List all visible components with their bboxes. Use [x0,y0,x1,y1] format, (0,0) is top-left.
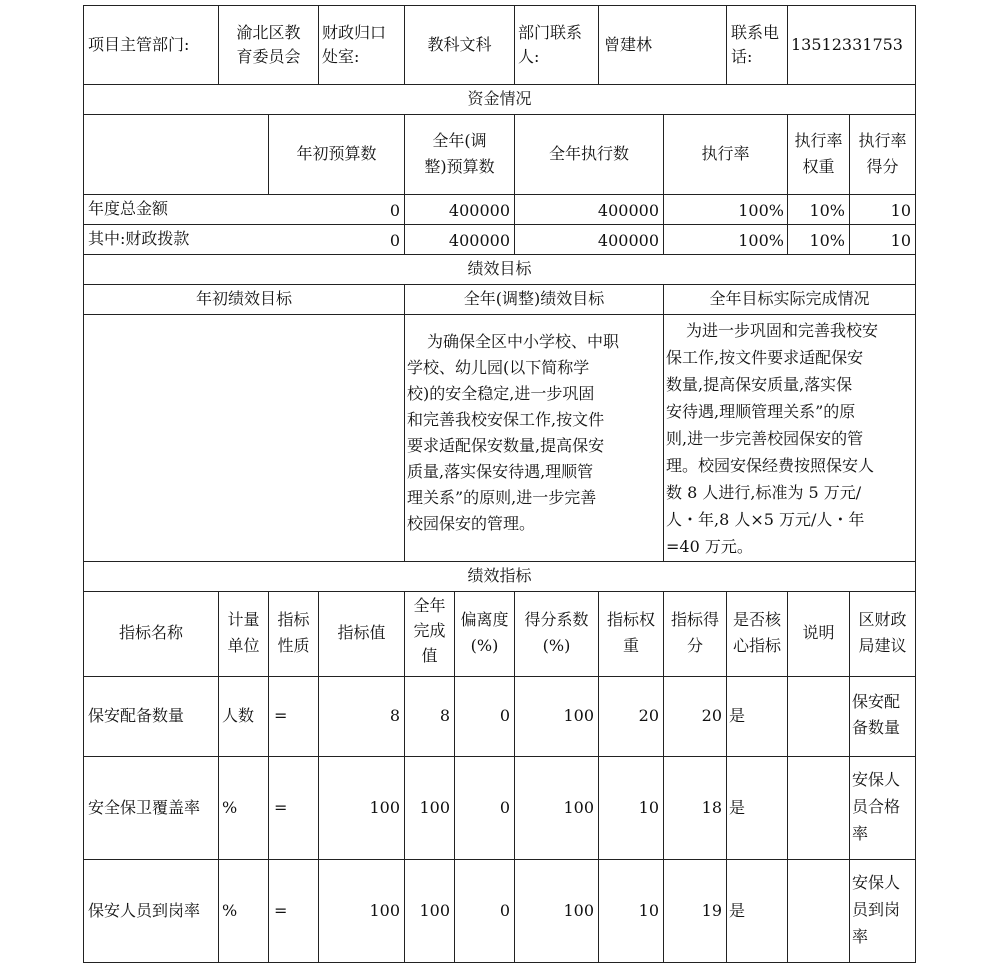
funds-row-score: 10 [890,201,911,220]
funds-row-initial: 0 [389,231,400,250]
funds-row-label: 其中:财政拨款 [88,229,190,248]
rule [787,591,788,963]
indicator-coefficient: 100 [563,901,594,920]
text-line: 人・年,8 人×5 万元/人・年 [666,510,865,529]
rule [318,5,319,85]
indicator-score: 20 [701,706,722,725]
col-unit: 计量 [227,610,260,629]
section-title-indicators: 绩效指标 [467,566,532,585]
indicator-core: 是 [729,706,746,725]
text-line: 为进一步巩固和完善我校安 [686,321,879,340]
rule [83,5,916,6]
indicator-done: 8 [439,706,450,725]
indicator-coefficient: 100 [563,798,594,817]
col-advice: 区财政 [858,610,907,629]
phone-value: 13512331753 [791,35,903,54]
actual-goal-text [666,317,914,560]
rule [83,314,916,315]
rule [83,5,84,963]
indicator-core: 是 [729,901,746,920]
rule [514,5,515,85]
indicator-target: 8 [389,706,400,725]
col-rate-score: 得分 [866,157,899,176]
col-unit: 单位 [227,636,260,655]
indicator-advice: 安保人 [852,770,901,789]
rule [83,254,916,255]
text-line: 校园保安的管理。 [407,514,536,533]
indicator-deviation: 0 [499,901,510,920]
col-exec-rate: 执行率 [701,144,750,163]
rule [83,84,916,85]
indicator-weight: 10 [638,798,659,817]
col-advice: 局建议 [858,636,907,655]
finance-office-value: 教科文科 [427,35,492,54]
col-adjusted-goal: 全年(调整)绩效目标 [463,289,605,308]
text-line: 理。校园安保经费按照保安人 [666,456,875,475]
col-rate-score: 执行率 [858,131,907,150]
col-initial-budget: 年初预算数 [296,144,377,163]
col-weight: 指标权 [606,610,655,629]
funds-row-score: 10 [890,231,911,250]
indicator-name: 保安人员到岗率 [88,901,201,920]
col-nature: 指标 [277,610,310,629]
indicator-target: 100 [369,798,400,817]
phone-label: 联系电 [731,23,780,42]
text-line: 要求适配保安数量,提高保安 [407,436,605,455]
text-line: 理关系”的原则,进一步完善 [407,488,597,507]
col-done: 完成 [413,621,446,640]
indicator-unit: % [222,901,238,920]
indicator-deviation: 0 [499,706,510,725]
rule [915,5,916,963]
text-line: =40 万元。 [666,537,753,556]
indicator-done: 100 [419,798,450,817]
funds-row-label: 年度总金额 [88,199,169,218]
indicator-deviation: 0 [499,798,510,817]
col-executed: 全年执行数 [548,144,629,163]
text-line: 则,进一步完善校园保安的管 [666,429,864,448]
rule [83,561,916,562]
dept-label: 项目主管部门: [88,35,190,54]
col-coefficient: (%) [542,636,571,655]
text-line: 学校、幼儿园(以下简称学 [407,358,590,377]
indicator-advice: 员合格 [852,797,901,816]
text-line: 为确保全区中小学校、中职 [427,332,620,351]
col-initial-goal: 年初绩效目标 [195,289,292,308]
col-score: 分 [686,636,703,655]
indicator-advice: 员到岗 [852,900,901,919]
indicator-weight: 20 [638,706,659,725]
rule [787,5,788,85]
rule [83,114,916,115]
contact-label: 部门联系 [518,23,583,42]
rule [83,859,916,860]
indicator-core: 是 [729,798,746,817]
finance-office-label: 财政归口 [322,23,387,42]
text-line: 保工作,按文件要求适配保安 [666,348,864,367]
text-line: 和完善我校安保工作,按文件 [407,410,605,429]
col-core: 是否核 [732,610,781,629]
funds-row-rate: 100% [738,231,784,250]
rule [83,756,916,757]
text-line: 数量,提高保安质量,落实保 [666,375,853,394]
indicator-advice: 保安配 [852,692,901,711]
rule [598,5,599,85]
contact-value: 曾建林 [604,35,653,54]
indicator-advice: 率 [852,824,869,843]
col-done: 全年 [413,596,446,615]
funds-row-adjusted: 400000 [448,201,510,220]
funds-row-initial: 0 [389,201,400,220]
col-score: 指标得 [670,610,719,629]
rule [83,194,916,195]
contact-label: 人: [518,47,540,66]
col-note: 说明 [802,623,835,642]
indicator-target: 100 [369,901,400,920]
col-nature: 性质 [277,636,310,655]
indicator-unit: 人数 [222,706,255,725]
indicator-score: 18 [701,798,722,817]
col-adjusted-budget: 全年(调 [432,131,487,150]
rule [404,284,405,562]
rule [83,284,916,285]
rule [218,5,219,85]
section-title-funds: 资金情况 [467,89,532,108]
rule [726,5,727,85]
col-core: 心指标 [732,636,781,655]
rule [83,962,916,963]
section-title-goals: 绩效目标 [467,259,532,278]
indicator-advice: 安保人 [852,873,901,892]
indicator-nature: = [274,798,288,817]
text-line: 质量,落实保安待遇,理顺管 [407,462,594,481]
phone-label: 话: [731,47,753,66]
indicator-advice: 率 [852,927,869,946]
indicator-coefficient: 100 [563,706,594,725]
funds-row-rate: 100% [738,201,784,220]
rule [83,224,916,225]
dept-value: 渝北区教 [236,23,301,42]
col-rate-weight: 权重 [802,157,835,176]
indicator-nature: = [274,706,288,725]
funds-row-executed: 400000 [597,201,659,220]
indicator-name: 安全保卫覆盖率 [88,798,201,817]
finance-office-label: 处室: [322,47,360,66]
rule [83,676,916,677]
dept-value: 育委员会 [236,47,301,66]
rule [663,284,664,562]
indicator-advice: 备数量 [852,718,901,737]
col-adjusted-budget: 整)预算数 [424,157,495,176]
col-deviation: (%) [470,636,499,655]
indicator-weight: 10 [638,901,659,920]
col-coefficient: 得分系数 [524,610,589,629]
rule [83,591,916,592]
text-line: 安待遇,理顺管理关系”的原 [666,402,856,421]
funds-row-weight: 10% [809,231,845,250]
indicator-nature: = [274,901,288,920]
col-rate-weight: 执行率 [794,131,843,150]
col-indicator-name: 指标名称 [118,623,183,642]
indicator-name: 保安配备数量 [88,706,185,725]
funds-row-weight: 10% [809,201,845,220]
text-line: 数 8 人进行,标准为 5 万元/ [666,483,862,502]
indicator-unit: % [222,798,238,817]
adjusted-goal-text [407,329,662,537]
col-target: 指标值 [337,623,386,642]
col-deviation: 偏离度 [460,610,509,629]
indicator-score: 19 [701,901,722,920]
col-weight: 重 [622,636,639,655]
col-done: 值 [421,646,438,665]
funds-row-adjusted: 400000 [448,231,510,250]
col-actual-goal: 全年目标实际完成情况 [709,289,870,308]
funds-row-executed: 400000 [597,231,659,250]
indicator-done: 100 [419,901,450,920]
text-line: 校)的安全稳定,进一步巩固 [407,384,595,403]
